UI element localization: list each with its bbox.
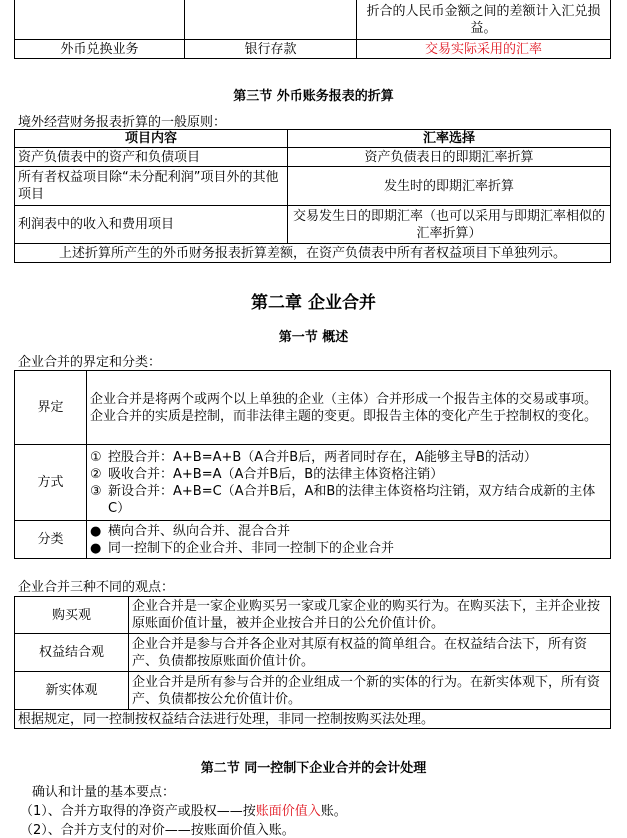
top-table-cell-highlight: 交易实际采用的汇率 <box>357 40 611 59</box>
merge-def-cell <box>87 371 611 445</box>
merge-def-text2: 企业合并的实质是控制，而非法律主题的变更。即报告主体的变化产生于控制权的变化。 <box>90 408 598 424</box>
views-text: 企业合并是所有参与合并的企业组成一个新的实体的行为。在新实体观下，所有资产、负债都按公允价值计价。 <box>129 672 611 710</box>
principle-cell: 发生时的即期汇率折算 <box>288 167 611 206</box>
principle-header: 汇率选择 <box>288 130 611 148</box>
merge-class-label: 分类 <box>15 521 87 559</box>
circled-one-icon: ① <box>90 449 102 465</box>
merge-mode-item: ② 吸收合并：A+B=A（A合并B后，B的法律主体资格注销） <box>90 466 444 482</box>
merge-mode-item: ③ 新设合并：A+B=C（A合并B后，A和B的法律主体资格均注销，双方结合成新的主体C） <box>90 483 596 516</box>
measure-line1: （1）、合并方取得的净资产或股权——按账面价值入账。 <box>20 804 347 819</box>
views-label: 新实体观 <box>15 672 129 710</box>
merge-class-item: ● 横向合并、纵向合并、混合合并 <box>90 523 291 539</box>
top-table <box>14 0 611 59</box>
merge-mode-item: ① 控股合并：A+B=A+B（A合并B后，两者同时存在，A能够主导B的活动） <box>90 449 537 465</box>
principle-header: 项目内容 <box>15 130 288 148</box>
top-table-cell: 外币兑换业务 <box>15 40 185 59</box>
views-table <box>14 596 611 729</box>
measure-intro: 确认和计量的基本要点： <box>32 785 176 800</box>
principle-footer: 上述折算所产生的外币财务报表折算差额，在资产负债表中所有者权益项目下单独列示。 <box>15 244 611 263</box>
measure-line1-highlight: 账面价值入 <box>255 804 321 819</box>
principle-cell: 所有者权益项目除“未分配利润”项目外的其他项目 <box>15 167 288 206</box>
ch2-section1-title: 第一节 概述 <box>278 330 349 345</box>
principle-table <box>14 129 611 263</box>
ch2-section2-title: 第二节 同一控制下企业合并的会计处理 <box>200 761 427 776</box>
circled-two-icon: ② <box>90 466 102 482</box>
merge-mode-label: 方式 <box>15 445 87 521</box>
views-label: 权益结合观 <box>15 634 129 672</box>
principle-cell: 资产负债表中的资产和负债项目 <box>15 148 288 167</box>
views-text: 企业合并是一家企业购买另一家或几家企业的购买行为。在购买法下，主并企业按原账面价值计量，被并企业按合并日的公允价值计价。 <box>129 597 611 634</box>
principle-cell: 交易发生日的即期汇率（也可以采用与即期汇率相似的汇率折算） <box>288 206 611 244</box>
merge-class-cell <box>87 521 611 559</box>
principle-cell: 利润表中的收入和费用项目 <box>15 206 288 244</box>
views-intro: 企业合并三种不同的观点： <box>18 580 175 595</box>
views-label: 购买观 <box>15 597 129 634</box>
circled-three-icon: ③ <box>90 483 102 499</box>
merge-intro: 企业合并的界定和分类： <box>18 355 162 370</box>
chapter2-title: 第二章 企业合并 <box>251 293 376 313</box>
merge-mode-cell <box>87 445 611 521</box>
merge-def-text1: 企业合并是将两个或两个以上单独的企业（主体）合并形成一个报告主体的交易或事项。 <box>90 391 598 407</box>
measure-line2: （2）、合并方支付的对价——按账面价值入账。 <box>20 823 295 838</box>
bullet-icon: ● <box>90 540 102 556</box>
top-table-cell: 折合的人民币金额之间的差额计入汇兑损益。 <box>357 0 611 40</box>
top-table-empty-cell <box>15 0 185 40</box>
principle-cell: 资产负债表日的即期汇率折算 <box>288 148 611 167</box>
merge-table <box>14 370 611 559</box>
views-footer: 根据规定，同一控制按权益结合法进行处理，非同一控制按购买法处理。 <box>15 710 611 729</box>
views-text: 企业合并是参与合并各企业对其原有权益的简单组合。在权益结合法下，所有资产、负债都按原账面价值计价。 <box>129 634 611 672</box>
merge-class-item: ● 同一控制下的企业合并、非同一控制下的企业合并 <box>90 540 395 556</box>
top-table-cell: 银行存款 <box>185 40 357 59</box>
bullet-icon: ● <box>90 523 102 539</box>
top-table-empty-cell <box>185 0 357 40</box>
section3-title: 第三节 外币账务报表的折算 <box>233 89 394 104</box>
principle-intro: 境外经营财务报表折算的一般原则： <box>18 115 227 130</box>
merge-def-label: 界定 <box>15 371 87 445</box>
